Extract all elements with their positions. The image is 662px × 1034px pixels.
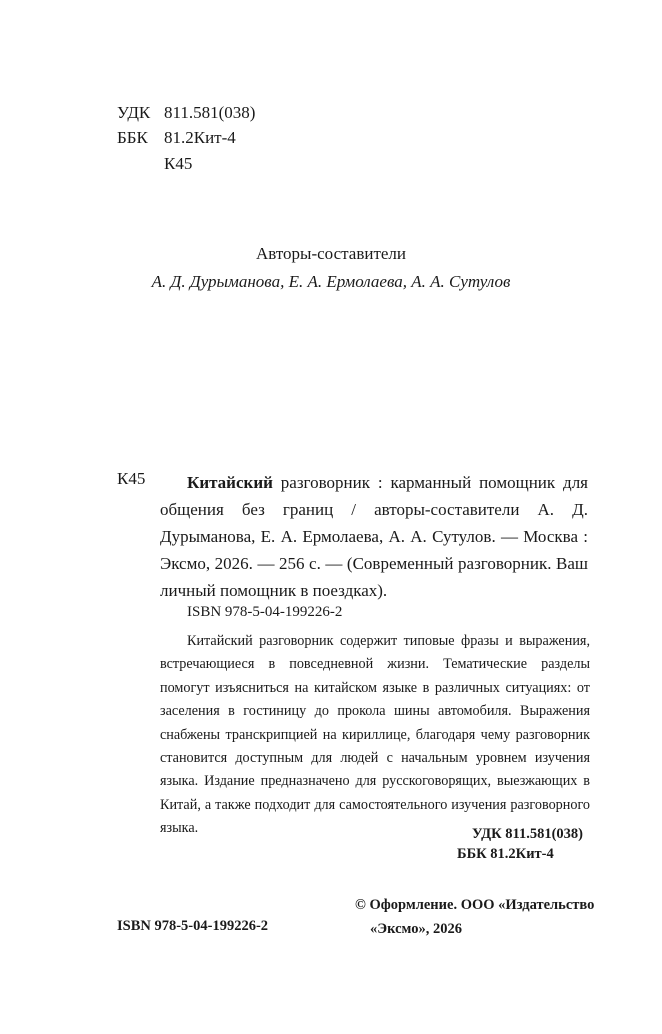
udk-line: [117, 103, 255, 123]
isbn-inline: ISBN 978-5-04-199226-2: [187, 604, 343, 620]
author-mark: К45: [164, 154, 193, 173]
copyright-line-2: «Эксмо», 2026: [370, 921, 462, 937]
bbk-bold: ББК 81.2Кит-4: [457, 846, 554, 862]
bib-description-text: разговорник : карманный помощник для общения без границ / авторы-составители А. Д. Дурыманова, Е. А. Ермолаева, А. А. Сутулов. — Москва : Эксмо, 2026. — 256 с. — (Современный разговорник. Ваш личный помощник в поездках).: [160, 473, 588, 600]
authors-names: А. Д. Дурыманова, Е. А. Ермолаева, А. А. Сутулов: [151, 272, 511, 291]
bib-author-mark: К45: [117, 469, 146, 488]
copyright: [355, 893, 595, 941]
bbk-value: 81.2Кит-4: [164, 128, 236, 147]
bib-description: [160, 469, 588, 604]
copyright-line-1: © Оформление. ООО «Издательство: [355, 897, 595, 913]
authors-heading: Авторы-составители: [255, 244, 407, 263]
udk-bold: УДК 811.581(038): [471, 826, 583, 842]
bbk-line: [117, 128, 236, 148]
annotation: Китайский разговорник содержит типовые фразы и выражения, встречающиеся в повседневной жизни. Тематические разделы помогут изъясниться на китайском языке в различных ситуациях: от заселения в гостиницу до прокола шины автомобиля. Выражения снабжены транскрипцией на кириллице, благодаря чему разговорник становится доступным для людей с начальным уровнем изучения языка. Издание предназначено для русскоговорящих, выезжающих в Китай, а также подходит для самостоятельного изучения разговорного языка.: [160, 633, 590, 837]
udk-label: УДК: [117, 103, 151, 122]
isbn-footer: ISBN 978-5-04-199226-2: [117, 918, 269, 934]
bbk-label: ББК: [117, 128, 148, 147]
bib-title: Китайский: [187, 473, 273, 492]
udk-value: 811.581(038): [164, 103, 256, 122]
